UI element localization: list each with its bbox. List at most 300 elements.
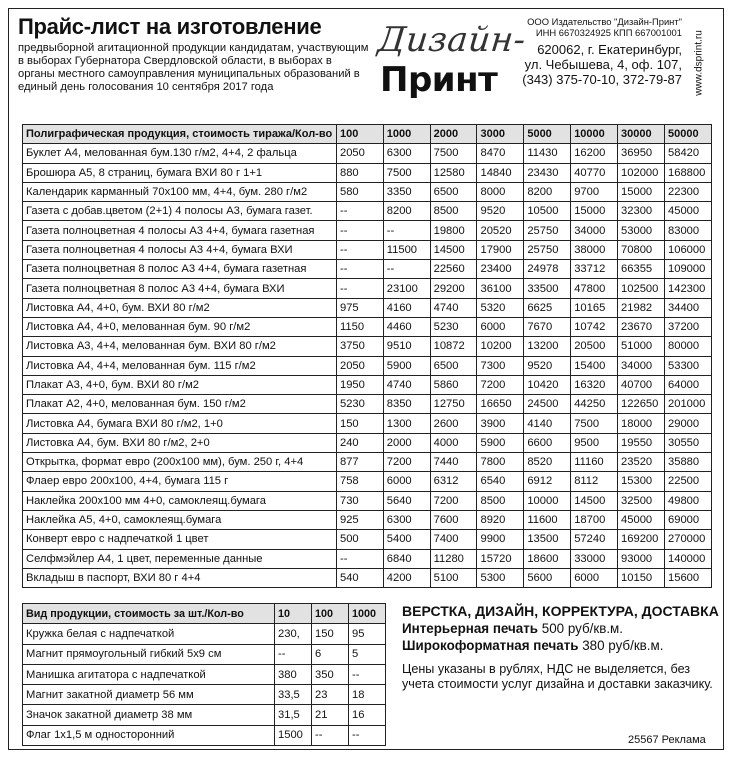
print-table-price-cell: 4000 xyxy=(430,433,477,452)
print-table-price-cell: 15720 xyxy=(477,549,524,568)
print-table-price-cell: 93000 xyxy=(618,549,665,568)
print-table-price-cell: 9900 xyxy=(477,530,524,549)
print-table-price-cell: 18700 xyxy=(571,510,618,529)
print-table-price-cell: 1300 xyxy=(383,414,430,433)
unit-table-product-name: Значок закатной диаметр 38 мм xyxy=(23,705,275,725)
services-heading: ВЕРСТКА, ДИЗАЙН, КОРРЕКТУРА, ДОСТАВКА xyxy=(402,603,719,619)
print-table-price-cell: 5600 xyxy=(524,568,571,587)
print-table-product-name: Брошюра А5, 8 страниц, бумага ВХИ 80 г 1+1 xyxy=(23,163,337,182)
print-table-row xyxy=(23,433,712,452)
print-table-price-cell: 730 xyxy=(336,491,383,510)
print-table-price-cell: 15000 xyxy=(618,182,665,201)
print-table-product-name: Листовка А4, 4+0, бум. ВХИ 80 г/м2 xyxy=(23,298,337,317)
print-table-price-cell: 53000 xyxy=(618,221,665,240)
print-table-price-cell: 8520 xyxy=(524,453,571,472)
print-table-price-cell: 580 xyxy=(336,182,383,201)
unit-table-price-cell: -- xyxy=(312,725,349,745)
print-table-price-cell: 34000 xyxy=(571,221,618,240)
print-table-row xyxy=(23,491,712,510)
print-table-price-cell: 168800 xyxy=(665,163,712,182)
print-table-price-cell: 23520 xyxy=(618,453,665,472)
print-table-price-cell: 6000 xyxy=(477,317,524,336)
print-table-price-cell: 6300 xyxy=(383,144,430,163)
print-table-price-cell: -- xyxy=(336,279,383,298)
print-table-price-cell: 12750 xyxy=(430,395,477,414)
unit-table-price-cell: -- xyxy=(349,664,386,684)
print-table-price-cell: 18000 xyxy=(618,414,665,433)
unit-price-table xyxy=(22,603,386,746)
print-table-price-cell: 32300 xyxy=(618,202,665,221)
logo-text-line2: Принт xyxy=(380,60,498,100)
print-table-price-cell: 35880 xyxy=(665,453,712,472)
print-table-price-cell: 3350 xyxy=(383,182,430,201)
unit-table-price-cell: 95 xyxy=(349,624,386,644)
unit-table-product-name: Магнит прямоугольный гибкий 5х9 см xyxy=(23,644,275,664)
print-table-price-cell: 6600 xyxy=(524,433,571,452)
print-table-product-name: Газета полноцветная 8 полос А3 4+4, бумага газетная xyxy=(23,260,337,279)
unit-table-product-name: Манишка агитатора с надпечаткой xyxy=(23,664,275,684)
print-table-price-cell: 201000 xyxy=(665,395,712,414)
print-table-product-name: Плакат А3, 4+0, бум. ВХИ 80 г/м2 xyxy=(23,375,337,394)
print-table-price-cell: 58420 xyxy=(665,144,712,163)
print-table-header-cell: 100 xyxy=(336,125,383,144)
print-table-price-cell: 2050 xyxy=(336,144,383,163)
print-table-price-cell: 3750 xyxy=(336,337,383,356)
print-table-row xyxy=(23,202,712,221)
print-table-price-cell: 5300 xyxy=(477,568,524,587)
print-table-price-cell: 4160 xyxy=(383,298,430,317)
print-table-product-name: Газета полноцветная 4 полосы А3 4+4, бумага ВХИ xyxy=(23,240,337,259)
company-name: ООО Издательство "Дизайн-Принт" xyxy=(527,16,682,27)
print-table-row xyxy=(23,182,712,201)
print-table-price-cell: 7200 xyxy=(430,491,477,510)
print-table-price-cell: 34400 xyxy=(665,298,712,317)
print-table-price-cell: 5860 xyxy=(430,375,477,394)
phone-numbers: (343) 375-70-10, 372-79-87 xyxy=(522,72,682,87)
print-table-price-cell: 6000 xyxy=(383,472,430,491)
print-table-price-cell: 8200 xyxy=(383,202,430,221)
print-table-price-cell: 45000 xyxy=(618,510,665,529)
print-table-price-cell: 7800 xyxy=(477,453,524,472)
unit-table-price-cell: 31,5 xyxy=(275,705,312,725)
print-table-price-cell: 20500 xyxy=(571,337,618,356)
print-table-price-cell: 10742 xyxy=(571,317,618,336)
print-table-price-cell: 5230 xyxy=(336,395,383,414)
print-table-product-name: Открытка, формат евро (200х100 мм), бум. 250 г, 4+4 xyxy=(23,453,337,472)
print-table-price-cell: 36100 xyxy=(477,279,524,298)
print-table-row xyxy=(23,568,712,587)
print-table-price-cell: 5640 xyxy=(383,491,430,510)
contacts-block xyxy=(500,16,682,87)
print-table-price-cell: -- xyxy=(336,202,383,221)
print-table-price-cell: 24978 xyxy=(524,260,571,279)
print-table-row xyxy=(23,530,712,549)
print-table-price-cell: 66355 xyxy=(618,260,665,279)
print-table-price-cell: 6500 xyxy=(430,182,477,201)
print-table-price-cell: 11500 xyxy=(383,240,430,259)
print-table-price-cell: 12580 xyxy=(430,163,477,182)
print-table-row xyxy=(23,163,712,182)
print-table-price-cell: 10872 xyxy=(430,337,477,356)
print-table-price-cell: 4740 xyxy=(430,298,477,317)
unit-table-price-cell: -- xyxy=(349,725,386,745)
print-table-product-name: Флаер евро 200х100, 4+4, бумага 115 г xyxy=(23,472,337,491)
print-table-product-name: Газета полноцветная 8 полос А3 4+4, бумага ВХИ xyxy=(23,279,337,298)
unit-table-price-cell: 380 xyxy=(275,664,312,684)
print-table-price-cell: 44250 xyxy=(571,395,618,414)
print-table-price-cell: 102000 xyxy=(618,163,665,182)
print-table-price-cell: 1950 xyxy=(336,375,383,394)
print-table-product-name: Наклейка А5, 4+0, самоклеящ.бумага xyxy=(23,510,337,529)
print-table-price-cell: 5400 xyxy=(383,530,430,549)
print-table-price-cell: 57240 xyxy=(571,530,618,549)
print-table-price-cell: 8112 xyxy=(571,472,618,491)
print-table-price-cell: 109000 xyxy=(665,260,712,279)
print-table-header-cell: 30000 xyxy=(618,125,665,144)
print-table-price-cell: 45000 xyxy=(665,202,712,221)
print-table-price-cell: 51000 xyxy=(618,337,665,356)
print-table-price-cell: 540 xyxy=(336,568,383,587)
print-table-row xyxy=(23,414,712,433)
print-table-price-cell: 30550 xyxy=(665,433,712,452)
print-table-price-cell: 150 xyxy=(336,414,383,433)
print-table-product-name: Газета полноцветная 4 полосы А3 4+4, бумага газетная xyxy=(23,221,337,240)
print-table-price-cell: 7670 xyxy=(524,317,571,336)
print-table-row xyxy=(23,549,712,568)
print-table-price-cell: 14500 xyxy=(571,491,618,510)
print-table-price-cell: 10150 xyxy=(618,568,665,587)
unit-table-row xyxy=(23,644,386,664)
print-table-price-cell: 16650 xyxy=(477,395,524,414)
unit-table-row xyxy=(23,705,386,725)
print-table-price-cell: 33712 xyxy=(571,260,618,279)
print-table-price-cell: 4740 xyxy=(383,375,430,394)
print-table-row xyxy=(23,356,712,375)
unit-table-row xyxy=(23,725,386,745)
print-table-price-cell: 169200 xyxy=(618,530,665,549)
print-table-price-cell: 5320 xyxy=(477,298,524,317)
print-table-price-cell: 83000 xyxy=(665,221,712,240)
print-table-header-cell: 5000 xyxy=(524,125,571,144)
print-table-price-cell: 25750 xyxy=(524,221,571,240)
print-table-price-cell: 22300 xyxy=(665,182,712,201)
print-table-price-cell: 500 xyxy=(336,530,383,549)
print-table-price-cell: 240 xyxy=(336,433,383,452)
print-table-price-cell: 1150 xyxy=(336,317,383,336)
print-table-row xyxy=(23,453,712,472)
print-table-price-cell: 6300 xyxy=(383,510,430,529)
print-table-price-cell: 15400 xyxy=(571,356,618,375)
print-table-price-cell: 4460 xyxy=(383,317,430,336)
print-table-header-cell: 3000 xyxy=(477,125,524,144)
print-table-header-row xyxy=(23,125,712,144)
print-price-table xyxy=(22,124,712,588)
print-table-price-cell: 8920 xyxy=(477,510,524,529)
print-table-price-cell: 270000 xyxy=(665,530,712,549)
print-table-price-cell: 15600 xyxy=(665,568,712,587)
print-table-header-cell: Полиграфическая продукция, стоимость тиража/Кол-во xyxy=(23,125,337,144)
print-table-price-cell: 7200 xyxy=(383,453,430,472)
print-table-price-cell: 5900 xyxy=(383,356,430,375)
unit-table-row xyxy=(23,664,386,684)
unit-table-price-cell: 6 xyxy=(312,644,349,664)
interior-print-price: 500 руб/кв.м. xyxy=(538,621,623,636)
print-table-price-cell: 3900 xyxy=(477,414,524,433)
print-table-price-cell: 23670 xyxy=(618,317,665,336)
print-table-price-cell: 23400 xyxy=(477,260,524,279)
unit-table-price-cell: 23 xyxy=(312,685,349,705)
print-table-row xyxy=(23,472,712,491)
print-table-price-cell: 102500 xyxy=(618,279,665,298)
print-table-price-cell: 38000 xyxy=(571,240,618,259)
website-url xyxy=(690,22,708,104)
print-table-price-cell: 9520 xyxy=(524,356,571,375)
print-table-price-cell: 6540 xyxy=(477,472,524,491)
print-table-price-cell: 6625 xyxy=(524,298,571,317)
unit-table-row xyxy=(23,685,386,705)
unit-table-price-cell: 16 xyxy=(349,705,386,725)
unit-table-price-cell: 5 xyxy=(349,644,386,664)
print-table-price-cell: 23430 xyxy=(524,163,571,182)
print-table-price-cell: 80000 xyxy=(665,337,712,356)
print-table-price-cell: 11430 xyxy=(524,144,571,163)
print-table-price-cell: 40700 xyxy=(618,375,665,394)
interior-print-label: Интерьерная печать xyxy=(402,621,539,636)
print-table-price-cell: 6840 xyxy=(383,549,430,568)
interior-print-line xyxy=(402,620,720,637)
page-title: Прайс-лист на изготовление xyxy=(18,14,322,39)
print-table-price-cell: 9520 xyxy=(477,202,524,221)
address-line1: 620062, г. Екатеринбург, xyxy=(537,42,682,57)
print-table-price-cell: 11280 xyxy=(430,549,477,568)
print-table-price-cell: 9500 xyxy=(571,433,618,452)
print-table-price-cell: 25750 xyxy=(524,240,571,259)
print-table-price-cell: -- xyxy=(336,221,383,240)
print-table-price-cell: 53300 xyxy=(665,356,712,375)
print-table-price-cell: 8470 xyxy=(477,144,524,163)
print-table-row xyxy=(23,337,712,356)
print-table-price-cell: 7400 xyxy=(430,530,477,549)
print-table-price-cell: 14840 xyxy=(477,163,524,182)
print-table-price-cell: 7200 xyxy=(477,375,524,394)
print-table-price-cell: 9510 xyxy=(383,337,430,356)
print-table-price-cell: 64000 xyxy=(665,375,712,394)
unit-table-price-cell: 18 xyxy=(349,685,386,705)
print-table-product-name: Буклет А4, мелованная бум.130 г/м2, 4+4, 2 фальца xyxy=(23,144,337,163)
print-table-price-cell: 15300 xyxy=(618,472,665,491)
print-table-price-cell: 37200 xyxy=(665,317,712,336)
print-table-price-cell: 40770 xyxy=(571,163,618,182)
print-table-product-name: Конверт евро с надпечаткой 1 цвет xyxy=(23,530,337,549)
unit-table-price-cell: 21 xyxy=(312,705,349,725)
wide-print-label: Широкоформатная печать xyxy=(402,638,579,653)
print-table-product-name: Плакат А2, 4+0, мелованная бум. 150 г/м2 xyxy=(23,395,337,414)
print-table-price-cell: 49800 xyxy=(665,491,712,510)
print-table-product-name: Календарик карманный 70х100 мм, 4+4, бум. 280 г/м2 xyxy=(23,182,337,201)
print-table-price-cell: 10200 xyxy=(477,337,524,356)
unit-table-price-cell: 33,5 xyxy=(275,685,312,705)
print-table-price-cell: 8500 xyxy=(477,491,524,510)
print-table-row xyxy=(23,317,712,336)
print-table-row xyxy=(23,240,712,259)
print-table-price-cell: 6912 xyxy=(524,472,571,491)
website-url-text: www.dsprint.ru xyxy=(693,30,705,96)
unit-table-product-name: Магнит закатной диаметр 56 мм xyxy=(23,685,275,705)
address-line2: ул. Чебышева, 4, оф. 107, xyxy=(524,57,682,72)
print-table-product-name: Листовка А3, 4+4, мелованная бум. ВХИ 80 г/м2 xyxy=(23,337,337,356)
print-table-price-cell: 6000 xyxy=(571,568,618,587)
unit-table-row xyxy=(23,624,386,644)
print-table-row xyxy=(23,279,712,298)
print-table-price-cell: -- xyxy=(383,260,430,279)
print-table-price-cell: 24500 xyxy=(524,395,571,414)
print-table-price-cell: 5900 xyxy=(477,433,524,452)
print-table-row xyxy=(23,510,712,529)
print-table-price-cell: 13500 xyxy=(524,530,571,549)
print-table-price-cell: 15000 xyxy=(571,202,618,221)
wide-print-line xyxy=(402,637,720,654)
services-block xyxy=(402,603,720,691)
print-table-price-cell: 925 xyxy=(336,510,383,529)
print-table-price-cell: 11600 xyxy=(524,510,571,529)
ad-code: 25567 Реклама xyxy=(628,734,706,746)
print-table-price-cell: 23100 xyxy=(383,279,430,298)
unit-table-header-cell: 10 xyxy=(275,604,312,624)
print-table-row xyxy=(23,221,712,240)
print-table-price-cell: 8200 xyxy=(524,182,571,201)
print-table-price-cell: -- xyxy=(336,260,383,279)
logo-text-line1: Дизайн- xyxy=(375,20,528,60)
price-note: Цены указаны в рублях, НДС не выделяется, без учета стоимости услуг дизайна и доставки заказчику. xyxy=(402,662,713,691)
print-table-price-cell: 7440 xyxy=(430,453,477,472)
print-table-product-name: Вкладыш в паспорт, ВХИ 80 г 4+4 xyxy=(23,568,337,587)
print-table-price-cell: 7500 xyxy=(383,163,430,182)
print-table-product-name: Газета с добав.цветом (2+1) 4 полосы А3, бумага газет. xyxy=(23,202,337,221)
print-table-price-cell: 34000 xyxy=(618,356,665,375)
page-subtitle: предвыборной агитационной продукции кандидатам, участвующим в выборах Губернатора Свердловской области, в выборах в органы местного самоуправления муниципальных образований в единый день голосования 10 сентября 2017 года xyxy=(18,42,369,93)
wide-print-price: 380 руб/кв.м. xyxy=(578,638,664,653)
print-table-row xyxy=(23,144,712,163)
print-table-header-cell: 1000 xyxy=(383,125,430,144)
print-table-price-cell: 17900 xyxy=(477,240,524,259)
print-table-product-name: Листовка А4, 4+0, мелованная бум. 90 г/м2 xyxy=(23,317,337,336)
print-table-header-cell: 10000 xyxy=(571,125,618,144)
unit-table-product-name: Флаг 1х1,5 м односторонний xyxy=(23,725,275,745)
print-table-price-cell: 4200 xyxy=(383,568,430,587)
print-table-product-name: Листовка А4, 4+4, мелованная бум. 115 г/м2 xyxy=(23,356,337,375)
print-table-price-cell: 880 xyxy=(336,163,383,182)
print-table-price-cell: 8350 xyxy=(383,395,430,414)
print-table-price-cell: 142300 xyxy=(665,279,712,298)
print-table-price-cell: 2600 xyxy=(430,414,477,433)
print-table-price-cell: 16200 xyxy=(571,144,618,163)
print-table-price-cell: 47800 xyxy=(571,279,618,298)
print-table-price-cell: 122650 xyxy=(618,395,665,414)
print-table-price-cell: 10500 xyxy=(524,202,571,221)
print-table-price-cell: 10165 xyxy=(571,298,618,317)
unit-table-header-row xyxy=(23,604,386,624)
print-table-price-cell: 106000 xyxy=(665,240,712,259)
print-table-price-cell: 16320 xyxy=(571,375,618,394)
print-table-price-cell: -- xyxy=(383,221,430,240)
print-table-product-name: Селфмэйлер А4, 1 цвет, переменные данные xyxy=(23,549,337,568)
print-table-price-cell: 69000 xyxy=(665,510,712,529)
unit-table-body xyxy=(23,624,386,746)
print-table-price-cell: 33000 xyxy=(571,549,618,568)
print-table-product-name: Листовка А4, бумага ВХИ 80 г/м2, 1+0 xyxy=(23,414,337,433)
print-table-product-name: Листовка А4, бум. ВХИ 80 г/м2, 2+0 xyxy=(23,433,337,452)
unit-table-price-cell: 1500 xyxy=(275,725,312,745)
print-table-price-cell: 29200 xyxy=(430,279,477,298)
print-table-price-cell: 7500 xyxy=(430,144,477,163)
unit-table-header-cell: 100 xyxy=(312,604,349,624)
print-table-header-cell: 50000 xyxy=(665,125,712,144)
print-table-price-cell: 877 xyxy=(336,453,383,472)
print-table-price-cell: 5230 xyxy=(430,317,477,336)
unit-table-product-name: Кружка белая с надпечаткой xyxy=(23,624,275,644)
print-table-price-cell: 6500 xyxy=(430,356,477,375)
print-table-price-cell: -- xyxy=(336,549,383,568)
print-table-price-cell: 8000 xyxy=(477,182,524,201)
unit-table-header-cell: 1000 xyxy=(349,604,386,624)
print-table-price-cell: 8500 xyxy=(430,202,477,221)
print-table-row xyxy=(23,260,712,279)
print-table-price-cell: 29000 xyxy=(665,414,712,433)
unit-table-price-cell: 150 xyxy=(312,624,349,644)
print-table-price-cell: 33500 xyxy=(524,279,571,298)
print-table-price-cell: 2050 xyxy=(336,356,383,375)
print-table-price-cell: 21982 xyxy=(618,298,665,317)
print-table-price-cell: 18600 xyxy=(524,549,571,568)
print-table-price-cell: 2000 xyxy=(383,433,430,452)
print-table-price-cell: 140000 xyxy=(665,549,712,568)
print-table-price-cell: 36950 xyxy=(618,144,665,163)
print-table-price-cell: 11160 xyxy=(571,453,618,472)
print-table-row xyxy=(23,298,712,317)
print-table-price-cell: 20520 xyxy=(477,221,524,240)
print-table-price-cell: 22560 xyxy=(430,260,477,279)
print-table-price-cell: 10420 xyxy=(524,375,571,394)
print-table-price-cell: 758 xyxy=(336,472,383,491)
print-table-price-cell: 7300 xyxy=(477,356,524,375)
print-table-row xyxy=(23,395,712,414)
print-table-price-cell: 19800 xyxy=(430,221,477,240)
print-table-price-cell: 13200 xyxy=(524,337,571,356)
print-table-row xyxy=(23,375,712,394)
print-table-price-cell: 70800 xyxy=(618,240,665,259)
print-table-product-name: Наклейка 200х100 мм 4+0, самоклеящ.бумага xyxy=(23,491,337,510)
print-table-price-cell: 5100 xyxy=(430,568,477,587)
print-table-price-cell: 19550 xyxy=(618,433,665,452)
unit-table-price-cell: 350 xyxy=(312,664,349,684)
print-table-price-cell: 14500 xyxy=(430,240,477,259)
print-table-price-cell: 6312 xyxy=(430,472,477,491)
unit-table-price-cell: 230, xyxy=(275,624,312,644)
print-table-price-cell: 32500 xyxy=(618,491,665,510)
print-table-price-cell: 7500 xyxy=(571,414,618,433)
print-table-body xyxy=(23,144,712,588)
company-logo xyxy=(370,20,528,102)
print-table-price-cell: 4140 xyxy=(524,414,571,433)
unit-table-price-cell: -- xyxy=(275,644,312,664)
unit-table-header-cell: Вид продукции, стоимость за шт./Кол-во xyxy=(23,604,275,624)
print-table-price-cell: 975 xyxy=(336,298,383,317)
print-table-price-cell: 9700 xyxy=(571,182,618,201)
print-table-price-cell: 7600 xyxy=(430,510,477,529)
company-inn: ИНН 6670324925 КПП 667001001 xyxy=(535,27,682,38)
print-table-header-cell: 2000 xyxy=(430,125,477,144)
print-table-price-cell: 22500 xyxy=(665,472,712,491)
